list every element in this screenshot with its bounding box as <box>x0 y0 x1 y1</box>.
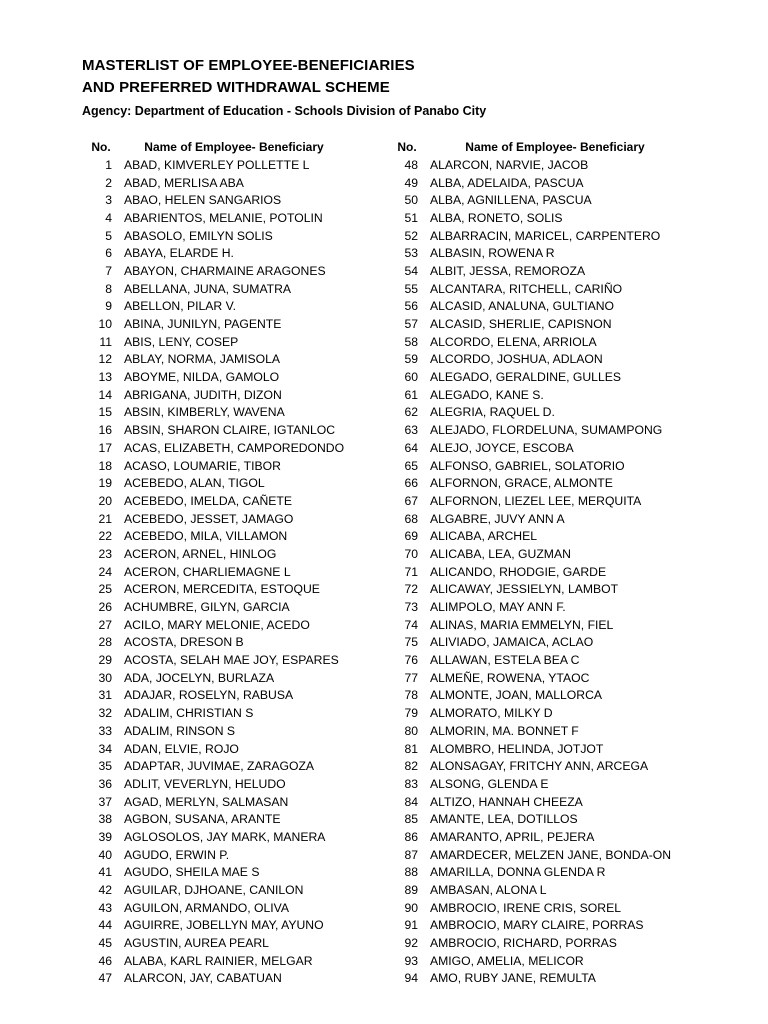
row-number: 42 <box>98 883 112 898</box>
list-header <box>394 138 690 156</box>
list-row <box>88 881 354 899</box>
row-number: 54 <box>404 263 418 278</box>
row-number: 75 <box>404 635 418 650</box>
beneficiary-name: AMARDECER, MELZEN JANE, BONDA-ON <box>430 847 672 862</box>
list-row <box>394 899 690 917</box>
row-number: 53 <box>404 246 418 261</box>
list-row <box>394 864 690 882</box>
beneficiary-name: AGBON, SUSANA, ARANTE <box>124 812 281 827</box>
beneficiary-name: ADA, JOCELYN, BURLAZA <box>124 670 275 685</box>
list-row <box>88 315 354 333</box>
list-row <box>394 757 690 775</box>
row-number: 27 <box>98 617 112 632</box>
row-number: 79 <box>404 706 418 721</box>
list-row <box>394 917 690 935</box>
list-row <box>394 244 690 262</box>
beneficiary-name: ADAPTAR, JUVIMAE, ZARAGOZA <box>124 759 315 774</box>
list-row <box>394 828 690 846</box>
beneficiary-name: ACILO, MARY MELONIE, ACEDO <box>124 617 310 632</box>
beneficiary-name: ALBIT, JESSA, REMOROZA <box>430 263 586 278</box>
list-row <box>88 757 354 775</box>
beneficiary-name: ALGABRE, JUVY ANN A <box>430 511 565 526</box>
row-number: 16 <box>98 423 112 438</box>
beneficiary-name: ABELLON, PILAR V. <box>124 299 237 314</box>
row-number: 28 <box>98 635 112 650</box>
list-row <box>394 598 690 616</box>
list-row <box>88 651 354 669</box>
row-number: 9 <box>105 299 112 314</box>
list-row <box>88 545 354 563</box>
list-row <box>394 846 690 864</box>
row-number: 41 <box>98 865 112 880</box>
beneficiary-name: ALINAS, MARIA EMMELYN, FIEL <box>430 617 614 632</box>
list-row <box>394 174 690 192</box>
row-number: 18 <box>98 458 112 473</box>
row-number: 39 <box>98 829 112 844</box>
row-number: 35 <box>98 759 112 774</box>
beneficiary-name: ALCASID, ANALUNA, GULTIANO <box>430 299 614 314</box>
row-number: 60 <box>404 370 418 385</box>
beneficiary-name: ALBA, AGNILLENA, PASCUA <box>430 193 592 208</box>
beneficiary-list-right <box>394 138 690 987</box>
list-row <box>394 156 690 174</box>
row-number: 2 <box>105 175 112 190</box>
list-row <box>88 262 354 280</box>
beneficiary-name: ALCORDO, JOSHUA, ADLAON <box>430 352 603 367</box>
list-row <box>88 970 354 988</box>
column-header-name: Name of Employee- Beneficiary <box>144 140 324 154</box>
row-number: 76 <box>404 653 418 668</box>
row-number: 26 <box>98 600 112 615</box>
row-number: 59 <box>404 352 418 367</box>
beneficiary-name: ABAYON, CHARMAINE ARAGONES <box>124 263 326 278</box>
row-number: 84 <box>404 794 418 809</box>
list-row <box>88 934 354 952</box>
document-title-line1: MASTERLIST OF EMPLOYEE-BENEFICIARIES <box>82 57 415 74</box>
list-row <box>394 563 690 581</box>
list-row <box>394 368 690 386</box>
row-number: 48 <box>404 157 418 172</box>
row-number: 74 <box>404 617 418 632</box>
column-header-name: Name of Employee- Beneficiary <box>465 140 645 154</box>
list-row <box>88 421 354 439</box>
row-number: 94 <box>404 971 418 986</box>
row-number: 36 <box>98 776 112 791</box>
beneficiary-name: ALTIZO, HANNAH CHEEZA <box>430 794 583 809</box>
beneficiary-name: ABSIN, KIMBERLY, WAVENA <box>124 405 285 420</box>
beneficiary-name: AMBROCIO, IRENE CRIS, SOREL <box>430 900 621 915</box>
list-row <box>88 598 354 616</box>
beneficiary-name: AMARANTO, APRIL, PEJERA <box>430 829 595 844</box>
row-number: 71 <box>404 564 418 579</box>
row-number: 55 <box>404 281 418 296</box>
list-row <box>394 351 690 369</box>
beneficiary-name: ABAO, HELEN SANGARIOS <box>124 193 282 208</box>
beneficiary-name: ACAS, ELIZABETH, CAMPOREDONDO <box>124 440 345 455</box>
beneficiary-name: ALABA, KARL RAINIER, MELGAR <box>124 953 313 968</box>
list-row <box>88 563 354 581</box>
beneficiary-name: ACEBEDO, JESSET, JAMAGO <box>124 511 294 526</box>
list-row <box>88 634 354 652</box>
row-number: 10 <box>98 317 112 332</box>
row-number: 61 <box>404 387 418 402</box>
list-row <box>394 492 690 510</box>
beneficiary-name: ALIVIADO, JAMAICA, ACLAO <box>430 635 594 650</box>
document-title-line2: AND PREFERRED WITHDRAWAL SCHEME <box>82 79 390 96</box>
row-number: 62 <box>404 405 418 420</box>
beneficiary-name: ALIMPOLO, MAY ANN F. <box>430 600 566 615</box>
row-number: 87 <box>404 847 418 862</box>
list-row <box>394 227 690 245</box>
row-number: 72 <box>404 582 418 597</box>
beneficiary-name: ALCANTARA, RITCHELL, CARIÑO <box>430 281 623 296</box>
list-row <box>88 209 354 227</box>
list-row <box>394 616 690 634</box>
beneficiary-name: AGUDO, ERWIN P. <box>124 847 230 862</box>
beneficiary-name: ALICAWAY, JESSIELYN, LAMBOT <box>430 582 619 597</box>
beneficiary-name: ALMEÑE, ROWENA, YTAOC <box>430 670 590 685</box>
beneficiary-name: ALARCON, NARVIE, JACOB <box>430 157 589 172</box>
beneficiary-name: AMANTE, LEA, DOTILLOS <box>430 812 578 827</box>
list-row <box>88 368 354 386</box>
row-number: 29 <box>98 653 112 668</box>
list-row <box>394 722 690 740</box>
list-row <box>394 404 690 422</box>
list-row <box>88 687 354 705</box>
beneficiary-name: ALEGADO, KANE S. <box>430 387 544 402</box>
list-row <box>88 156 354 174</box>
list-row <box>394 669 690 687</box>
list-row <box>88 740 354 758</box>
row-number: 57 <box>404 317 418 332</box>
beneficiary-name: ACEBEDO, IMELDA, CAÑETE <box>124 493 292 508</box>
beneficiary-name: ACERON, MERCEDITA, ESTOQUE <box>124 582 320 597</box>
row-number: 11 <box>99 334 112 349</box>
beneficiary-name: ABOYME, NILDA, GAMOLO <box>124 370 280 385</box>
row-number: 14 <box>98 387 112 402</box>
beneficiary-name: AMBASAN, ALONA L <box>430 883 547 898</box>
agency-line: Agency: Department of Education - Schools Division of Panabo City <box>82 104 487 118</box>
beneficiary-name: AGUSTIN, AUREA PEARL <box>124 936 269 951</box>
row-number: 49 <box>404 175 418 190</box>
list-row <box>394 740 690 758</box>
beneficiary-name: ALMONTE, JOAN, MALLORCA <box>430 688 603 703</box>
beneficiary-name: ALONSAGAY, FRITCHY ANN, ARCEGA <box>430 759 649 774</box>
row-number: 92 <box>404 936 418 951</box>
row-number: 21 <box>98 511 112 526</box>
list-row <box>394 952 690 970</box>
beneficiary-name: ACERON, CHARLIEMAGNE L <box>124 564 291 579</box>
beneficiary-name: ABELLANA, JUNA, SUMATRA <box>124 281 292 296</box>
row-number: 30 <box>98 670 112 685</box>
list-row <box>394 439 690 457</box>
list-row <box>394 474 690 492</box>
beneficiary-name: ABARIENTOS, MELANIE, POTOLIN <box>124 210 323 225</box>
row-number: 8 <box>105 281 112 296</box>
list-row <box>88 846 354 864</box>
beneficiary-name: ALICABA, ARCHEL <box>430 529 538 544</box>
column-header-no: No. <box>91 140 111 154</box>
row-number: 25 <box>98 582 112 597</box>
beneficiary-name: AGUILAR, DJHOANE, CANILON <box>124 883 304 898</box>
row-number: 4 <box>105 210 112 225</box>
beneficiary-name: ALFORNON, GRACE, ALMONTE <box>430 476 613 491</box>
list-row <box>88 952 354 970</box>
beneficiary-name: AMBROCIO, MARY CLAIRE, PORRAS <box>430 918 644 933</box>
beneficiary-name: ALOMBRO, HELINDA, JOTJOT <box>430 741 604 756</box>
list-row <box>394 191 690 209</box>
beneficiary-name: ALBA, RONETO, SOLIS <box>430 210 563 225</box>
beneficiary-name: AGUIRRE, JOBELLYN MAY, AYUNO <box>124 918 324 933</box>
beneficiary-name: ALMORATO, MILKY D <box>430 706 553 721</box>
list-row <box>394 970 690 988</box>
row-number: 90 <box>404 900 418 915</box>
beneficiary-name: ALARCON, JAY, CABATUAN <box>124 971 282 986</box>
list-row <box>88 386 354 404</box>
row-number: 56 <box>404 299 418 314</box>
row-number: 69 <box>404 529 418 544</box>
beneficiary-name: ABRIGANA, JUDITH, DIZON <box>124 387 282 402</box>
list-row <box>394 315 690 333</box>
beneficiary-name: ABAYA, ELARDE H. <box>124 246 234 261</box>
row-number: 52 <box>404 228 418 243</box>
list-row <box>88 191 354 209</box>
list-row <box>394 810 690 828</box>
beneficiary-name: ABLAY, NORMA, JAMISOLA <box>124 352 281 367</box>
row-number: 7 <box>105 263 112 278</box>
list-row <box>88 174 354 192</box>
list-row <box>88 298 354 316</box>
list-row <box>394 881 690 899</box>
row-number: 73 <box>404 600 418 615</box>
row-number: 19 <box>98 476 112 491</box>
beneficiary-name: ALEGRIA, RAQUEL D. <box>430 405 555 420</box>
row-number: 1 <box>105 157 112 172</box>
list-row <box>88 333 354 351</box>
beneficiary-name: ABASOLO, EMILYN SOLIS <box>124 228 273 243</box>
list-row <box>394 386 690 404</box>
beneficiary-name: AMO, RUBY JANE, REMULTA <box>430 971 596 986</box>
row-number: 33 <box>98 723 112 738</box>
row-number: 66 <box>404 476 418 491</box>
row-number: 34 <box>98 741 112 756</box>
row-number: 12 <box>98 352 112 367</box>
list-row <box>88 510 354 528</box>
beneficiary-name: ABSIN, SHARON CLAIRE, IGTANLOC <box>124 423 336 438</box>
list-header <box>88 138 354 156</box>
list-row <box>88 899 354 917</box>
beneficiary-name: ADLIT, VEVERLYN, HELUDO <box>124 776 286 791</box>
beneficiary-name: ALFONSO, GABRIEL, SOLATORIO <box>430 458 625 473</box>
row-number: 64 <box>404 440 418 455</box>
list-row <box>394 934 690 952</box>
list-row <box>88 227 354 245</box>
list-row <box>394 545 690 563</box>
list-row <box>88 775 354 793</box>
list-row <box>88 457 354 475</box>
list-row <box>394 527 690 545</box>
beneficiary-name: ABIS, LENY, COSEP <box>124 334 239 349</box>
row-number: 22 <box>98 529 112 544</box>
list-row <box>394 793 690 811</box>
list-row <box>394 581 690 599</box>
row-number: 78 <box>404 688 418 703</box>
row-number: 44 <box>98 918 112 933</box>
list-row <box>88 704 354 722</box>
row-number: 82 <box>404 759 418 774</box>
list-row <box>88 439 354 457</box>
list-row <box>88 722 354 740</box>
beneficiary-name: ALICABA, LEA, GUZMAN <box>430 546 571 561</box>
row-number: 50 <box>404 193 418 208</box>
list-row <box>88 244 354 262</box>
list-row <box>88 793 354 811</box>
beneficiary-name: ACEBEDO, ALAN, TIGOL <box>124 476 265 491</box>
row-number: 6 <box>105 246 112 261</box>
row-number: 20 <box>98 493 112 508</box>
row-number: 40 <box>98 847 112 862</box>
row-number: 37 <box>98 794 112 809</box>
row-number: 17 <box>98 440 112 455</box>
beneficiary-name: ACOSTA, DRESON B <box>124 635 244 650</box>
list-row <box>394 280 690 298</box>
list-row <box>88 616 354 634</box>
list-row <box>394 333 690 351</box>
beneficiary-name: ADALIM, CHRISTIAN S <box>124 706 254 721</box>
list-row <box>88 492 354 510</box>
row-number: 58 <box>404 334 418 349</box>
beneficiary-name: ABAD, KIMVERLEY POLLETTE L <box>124 157 310 172</box>
column-header-no: No. <box>397 140 417 154</box>
beneficiary-name: ABAD, MERLISA ABA <box>124 175 244 190</box>
beneficiary-name: ADAN, ELVIE, ROJO <box>124 741 239 756</box>
row-number: 80 <box>404 723 418 738</box>
beneficiary-name: ALSONG, GLENDA E <box>430 776 549 791</box>
row-number: 51 <box>404 210 418 225</box>
row-number: 65 <box>404 458 418 473</box>
list-row <box>88 917 354 935</box>
row-number: 32 <box>98 706 112 721</box>
row-number: 88 <box>404 865 418 880</box>
row-number: 3 <box>105 193 112 208</box>
beneficiary-name: ACOSTA, SELAH MAE JOY, ESPARES <box>124 653 339 668</box>
list-row <box>88 404 354 422</box>
list-row <box>394 634 690 652</box>
list-row <box>394 510 690 528</box>
beneficiary-name: ALBARRACIN, MARICEL, CARPENTERO <box>430 228 661 243</box>
row-number: 67 <box>404 493 418 508</box>
row-number: 47 <box>98 971 112 986</box>
row-number: 85 <box>404 812 418 827</box>
row-number: 83 <box>404 776 418 791</box>
list-row <box>88 474 354 492</box>
row-number: 43 <box>98 900 112 915</box>
list-row <box>88 351 354 369</box>
row-number: 93 <box>404 953 418 968</box>
beneficiary-name: ALICANDO, RHODGIE, GARDE <box>430 564 607 579</box>
list-row <box>394 209 690 227</box>
row-number: 63 <box>404 423 418 438</box>
list-row <box>394 775 690 793</box>
beneficiary-name: ALCORDO, ELENA, ARRIOLA <box>430 334 597 349</box>
list-row <box>394 457 690 475</box>
beneficiary-name: ALBASIN, ROWENA R <box>430 246 555 261</box>
list-row <box>88 669 354 687</box>
list-row <box>394 262 690 280</box>
row-number: 24 <box>98 564 112 579</box>
list-row <box>88 527 354 545</box>
beneficiary-name: ALLAWAN, ESTELA BEA C <box>430 653 580 668</box>
beneficiary-name: ACERON, ARNEL, HINLOG <box>124 546 277 561</box>
list-row <box>88 581 354 599</box>
row-number: 23 <box>98 546 112 561</box>
row-number: 31 <box>98 688 112 703</box>
row-number: 91 <box>404 918 418 933</box>
row-number: 70 <box>404 546 418 561</box>
beneficiary-name: AGUILON, ARMANDO, OLIVA <box>124 900 290 915</box>
beneficiary-name: ALCASID, SHERLIE, CAPISNON <box>430 317 612 332</box>
row-number: 5 <box>105 228 112 243</box>
beneficiary-name: AMIGO, AMELIA, MELICOR <box>430 953 584 968</box>
beneficiary-name: ALFORNON, LIEZEL LEE, MERQUITA <box>430 493 642 508</box>
beneficiary-name: AMARILLA, DONNA GLENDA R <box>430 865 606 880</box>
row-number: 38 <box>98 812 112 827</box>
beneficiary-name: ACASO, LOUMARIE, TIBOR <box>124 458 281 473</box>
row-number: 77 <box>404 670 418 685</box>
row-number: 89 <box>404 883 418 898</box>
beneficiary-name: AGUDO, SHEILA MAE S <box>124 865 260 880</box>
beneficiary-name: ALEJO, JOYCE, ESCOBA <box>430 440 574 455</box>
beneficiary-name: AGAD, MERLYN, SALMASAN <box>124 794 289 809</box>
beneficiary-name: ALBA, ADELAIDA, PASCUA <box>430 175 584 190</box>
list-row <box>88 828 354 846</box>
row-number: 86 <box>404 829 418 844</box>
list-row <box>394 298 690 316</box>
beneficiary-name: ABINA, JUNILYN, PAGENTE <box>124 317 282 332</box>
beneficiary-name: ADALIM, RINSON S <box>124 723 236 738</box>
row-number: 45 <box>98 936 112 951</box>
beneficiary-name: ACHUMBRE, GILYN, GARCIA <box>124 600 290 615</box>
beneficiary-name: ACEBEDO, MILA, VILLAMON <box>124 529 288 544</box>
list-row <box>394 704 690 722</box>
list-row <box>394 687 690 705</box>
beneficiary-name: AMBROCIO, RICHARD, PORRAS <box>430 936 617 951</box>
row-number: 46 <box>98 953 112 968</box>
list-row <box>88 280 354 298</box>
list-row <box>394 421 690 439</box>
row-number: 15 <box>98 405 112 420</box>
beneficiary-list-left <box>88 138 354 987</box>
row-number: 13 <box>98 370 112 385</box>
list-row <box>394 651 690 669</box>
list-row <box>88 864 354 882</box>
list-row <box>88 810 354 828</box>
row-number: 81 <box>404 741 418 756</box>
beneficiary-name: ALEGADO, GERALDINE, GULLES <box>430 370 622 385</box>
beneficiary-name: ADAJAR, ROSELYN, RABUSA <box>124 688 294 703</box>
beneficiary-name: ALEJADO, FLORDELUNA, SUMAMPONG <box>430 423 663 438</box>
beneficiary-name: AGLOSOLOS, JAY MARK, MANERA <box>124 829 326 844</box>
beneficiary-name: ALMORIN, MA. BONNET F <box>430 723 579 738</box>
row-number: 68 <box>404 511 418 526</box>
